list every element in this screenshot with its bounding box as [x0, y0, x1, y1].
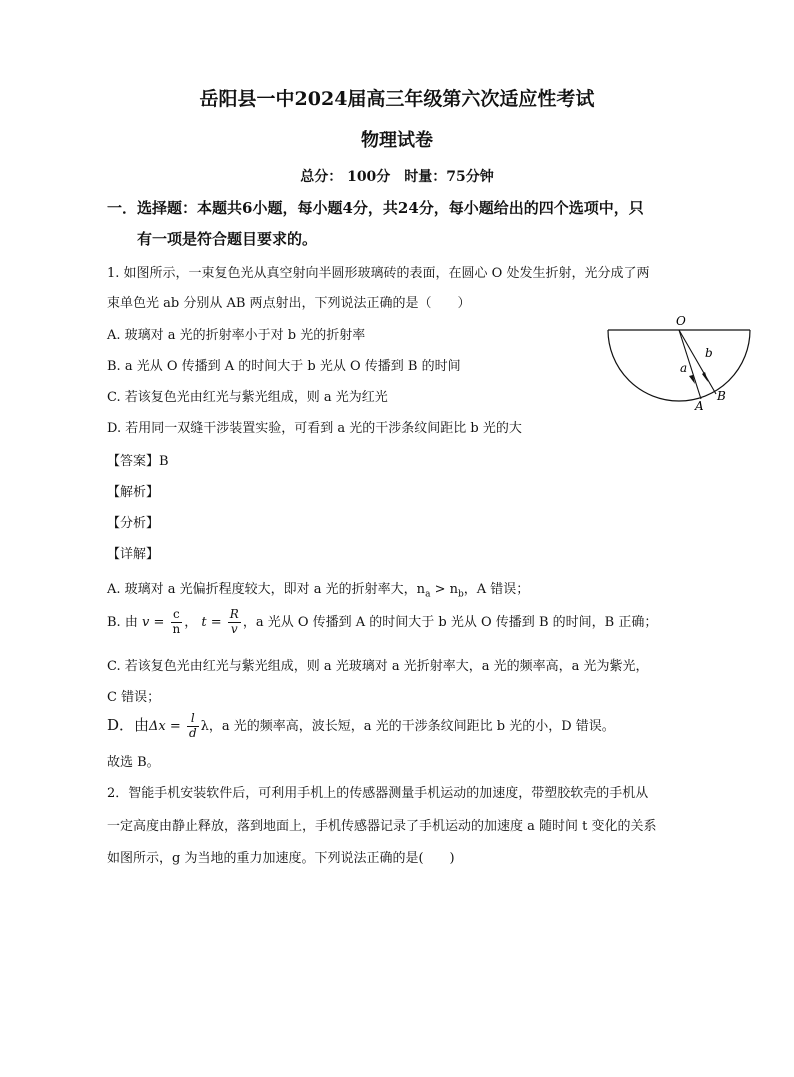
q1-option-d: D. 若用同一双缝干涉装置实验，可看到 a 光的干涉条纹间距比 b 光的大 — [107, 421, 522, 436]
q1-detail-d: D．由Δx = $\frac{l}{d}$ λ，a 光的频率高，波长短，a 光的干涉条纹间距比 b 光的小，D 错误。 — [107, 711, 615, 740]
q1-jiexi: 【解析】 — [107, 485, 160, 500]
exam-subject: 物理试卷 — [361, 130, 433, 151]
q1-stem-line1: 1. 如图所示，一束复色光从真空射向半圆形玻璃砖的表面，在圆心 O 处发生折射，光分成了两 — [107, 266, 650, 281]
q1-option-a: A. 玻璃对 a 光的折射率小于对 b 光的折射率 — [107, 328, 366, 343]
q1-option-b: B. a 光从 O 传播到 A 的时间大于 b 光从 O 传播到 B 的时间 — [107, 359, 461, 374]
label-b: b — [705, 346, 713, 360]
section-heading-line2: 有一项是符合题目要求的。 — [137, 230, 318, 248]
arrow-b-icon — [702, 372, 708, 382]
q1-option-c: C. 若该复色光由红光与紫光组成，则 a 光为红光 — [107, 390, 388, 405]
fraction-l-over-d: $\frac{l}{d}$ — [188, 711, 197, 740]
semicircle-refraction-figure — [598, 310, 758, 414]
q1-detail-c-line1: C. 若该复色光由红光与紫光组成，则 a 光玻璃对 a 光折射率大，a 光的频率高，a 光为紫光， — [107, 659, 649, 674]
label-a: a — [680, 361, 688, 375]
q1-stem-line2: 束单色光 ab 分别从 AB 两点射出，下列说法正确的是（ ） — [107, 296, 471, 311]
label-B: B — [717, 389, 726, 403]
q2-line2: 一定高度由静止释放，落到地面上，手机传感器记录了手机运动的加速度 a 随时间 t 变化的关系 — [107, 819, 657, 834]
q1-choose: 故选 B。 — [107, 755, 160, 770]
score-info: 总分： 100分 时量：75分钟 — [300, 169, 494, 185]
fraction-R-over-v: $\frac{R}{v}$ — [229, 607, 239, 636]
q1-xiangjie: 【详解】 — [107, 547, 160, 562]
semicircle-arc — [608, 330, 750, 401]
fraction-c-over-n: $\frac{c}{n}$ — [172, 607, 181, 636]
q1-detail-c-line2: C 错误； — [107, 690, 161, 705]
q1-answer: 【答案】B — [107, 454, 169, 469]
label-A: A — [695, 399, 704, 413]
exam-title: 岳阳县一中2024届高三年级第六次适应性考试 — [199, 88, 595, 110]
q2-line1: 2．智能手机安装软件后，可利用手机上的传感器测量手机运动的加速度，带塑胶软壳的手机从 — [107, 786, 649, 801]
q2-line3: 如图所示，g 为当地的重力加速度。下列说法正确的是( ) — [107, 851, 455, 866]
q1-fenxi: 【分析】 — [107, 516, 160, 531]
section-heading-line1: 一．选择题：本题共6小题，每小题4分，共24分，每小题给出的四个选项中，只 — [107, 199, 644, 217]
q1-detail-b: B. 由 v = $\frac{c}{n}$ ， t = $\frac{R}{v}$ ，a 光从 O 传播到 A 的时间大于 b 光从 O 传播到 B 的时间，B 正确； — [107, 607, 658, 636]
label-O: O — [676, 314, 686, 328]
q1-detail-a: A. 玻璃对 a 光偏折程度较大，即对 a 光的折射率大，$n_a > n_b$，A 错误； — [107, 582, 530, 600]
